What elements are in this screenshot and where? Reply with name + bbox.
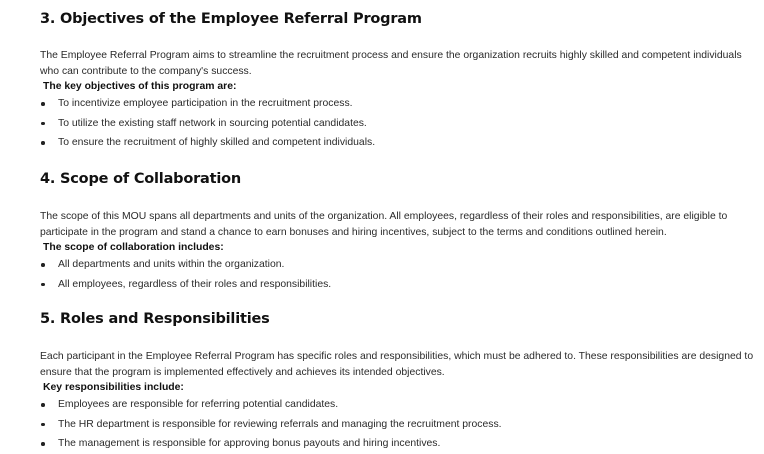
- list-item: The management is responsible for approving bonus payouts and hiring incentives.: [40, 434, 760, 454]
- section-objectives: [40, 10, 760, 153]
- section-paragraph: The scope of this MOU spans all departments and units of the organization. All employees, regardless of their roles and responsibilities, are eligible to participate in the program and stand a chance to earn bonuses and hiring incentives, subject to the terms and conditions outlined herein.: [40, 211, 728, 238]
- section-roles: [40, 310, 760, 454]
- list-item: The HR department is responsible for reviewing referrals and managing the recruitment process.: [40, 415, 760, 435]
- list-item: To incentivize employee participation in the recruitment process.: [40, 94, 760, 114]
- bullet-list: [40, 395, 760, 454]
- list-item: To utilize the existing staff network in sourcing potential candidates.: [40, 114, 760, 134]
- section-subheading: The scope of collaboration includes:: [43, 242, 224, 253]
- bullet-list: [40, 94, 760, 153]
- section-subheading: Key responsibilities include:: [43, 382, 184, 393]
- list-item: Employees are responsible for referring potential candidates.: [40, 395, 760, 415]
- section-subheading: The key objectives of this program are:: [43, 81, 237, 92]
- list-item: All departments and units within the organization.: [40, 255, 760, 275]
- section-paragraph: Each participant in the Employee Referral Program has specific roles and responsibilities, which must be adhered to. These responsibilities are designed to ensure that the program is implemented effectively and achieves its intended objectives.: [40, 351, 754, 378]
- bullet-list: [40, 255, 760, 294]
- list-item: All employees, regardless of their roles and responsibilities.: [40, 275, 760, 295]
- list-item: To ensure the recruitment of highly skilled and competent individuals.: [40, 133, 760, 153]
- section-heading: 3. Objectives of the Employee Referral Program: [40, 11, 422, 27]
- section-scope: [40, 170, 760, 294]
- section-heading: 5. Roles and Responsibilities: [40, 311, 270, 327]
- section-heading: 4. Scope of Collaboration: [40, 171, 242, 187]
- section-paragraph: The Employee Referral Program aims to streamline the recruitment process and ensure the organization recruits highly skilled and competent individuals who can contribute to the company's success.: [40, 50, 742, 77]
